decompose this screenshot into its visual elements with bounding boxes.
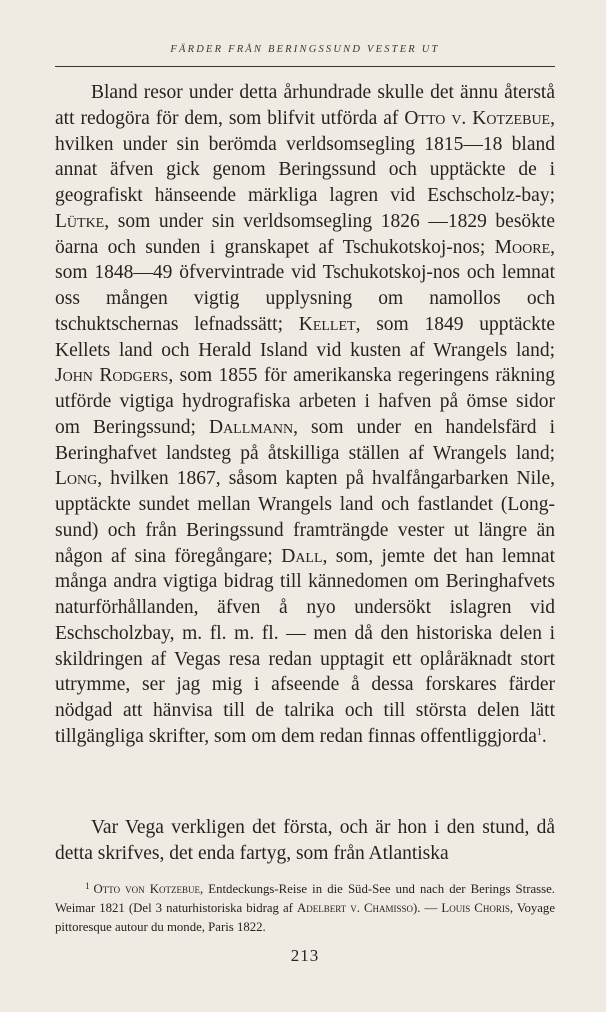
footnote	[55, 880, 555, 937]
person-name: Dallmann	[208, 416, 294, 438]
paragraph-1	[55, 80, 555, 750]
text-run: , som 1855 för amerikanska regeringens räkning utförde vigtiga hydrografiska arbeten i hafven på ömse sidor om Beringssund;	[55, 365, 555, 438]
person-name: Lütke	[55, 210, 105, 232]
text-run: , som 1849 upptäckte Kellets land och Herald Island vid kusten af Wrangels land;	[55, 313, 555, 361]
text-run: Bland resor under detta århundrade skulle det ännu återstå att redogöra för dem, som blifvit utförda af	[55, 82, 555, 129]
person-name: Adelbert v. Chamisso	[296, 901, 414, 915]
person-name: Long	[55, 468, 98, 490]
second-paragraph	[55, 815, 555, 867]
text-run: , hvilken 1867, såsom kapten på hvalfångarbarken Nile, upptäckte sundet mellan Wrangels land och fastlandet (Long-sund) och från Beringssund framträngde vester ut längre än någon af sina föregångare;	[55, 468, 555, 567]
person-name: Dall	[281, 545, 323, 567]
footnote-mark: 1	[85, 881, 90, 891]
person-name: Kellet	[298, 313, 356, 335]
text-run: , som under sin verldsomsegling 1826 —1829 besökte öarna och sunden i granskapet af Tschukotskoj-nos;	[55, 210, 555, 258]
running-head: FÄRDER FRÅN BERINGSSUND VESTER UT	[170, 44, 440, 55]
person-name: Otto von Kotzebue	[93, 882, 200, 896]
text-run: .	[541, 725, 547, 747]
person-name: Louis Choris	[441, 901, 510, 915]
text-run: , som 1848—49 öfvervintrade vid Tschukotskoj-nos och lemnat oss mången vigtig upplysning om namollos och tschuktschernas lefnadssätt;	[55, 236, 555, 335]
person-name: John Rodgers	[55, 365, 169, 387]
text-run: ). —	[413, 901, 442, 915]
footnote-reference[interactable]: 1	[536, 726, 542, 738]
person-name: Otto v. Kotzebue	[404, 107, 551, 129]
header-rule	[55, 66, 555, 67]
person-name: Moore	[494, 236, 551, 258]
text-run: , Voyage pittoresque autour du monde, Paris 1822.	[55, 901, 556, 934]
text-run: , hvilken under sin berömda verldsomsegling 1815—18 bland annat äfven gick genom Beringssund och upptäckte de i geografiskt hänseende märkliga lagren vid Eschscholz-bay;	[55, 107, 555, 206]
footnote-text	[55, 880, 555, 937]
text-run: , som under en handelsfärd i Beringhafvet landsteg på åtskilliga ställen af Wrangels land;	[55, 416, 555, 464]
text-run: , som, jemte det han lemnat många andra vigtiga bidrag till kännedomen om Beringhafvets naturförhållanden, äfven å nyo undersökt islagren vid Eschscholzbay, m. fl. m. fl. — men då den historiska delen i skildringen af Vegas resa redan upptagit ett oplåräknadt stort utrymme, ser jag mig i afseende å dessa forskares färder nödgad att hänvisa till de talrika och till största delen lätt tillgängliga skrifter, som om dem redan finnas offentliggjorda	[55, 545, 555, 747]
main-paragraph	[55, 80, 555, 750]
text-run: , Entdeckungs-Reise in die Süd-See und nach der Berings Strasse. Weimar 1821 (Del 3 naturhistoriska bidrag af	[55, 882, 555, 915]
paragraph-2: Var Vega verkligen det första, och är hon i den stund, då detta skrifves, det enda fartyg, som från Atlantiska	[55, 817, 555, 864]
book-page	[55, 38, 555, 978]
page-number: 213	[290, 946, 320, 965]
